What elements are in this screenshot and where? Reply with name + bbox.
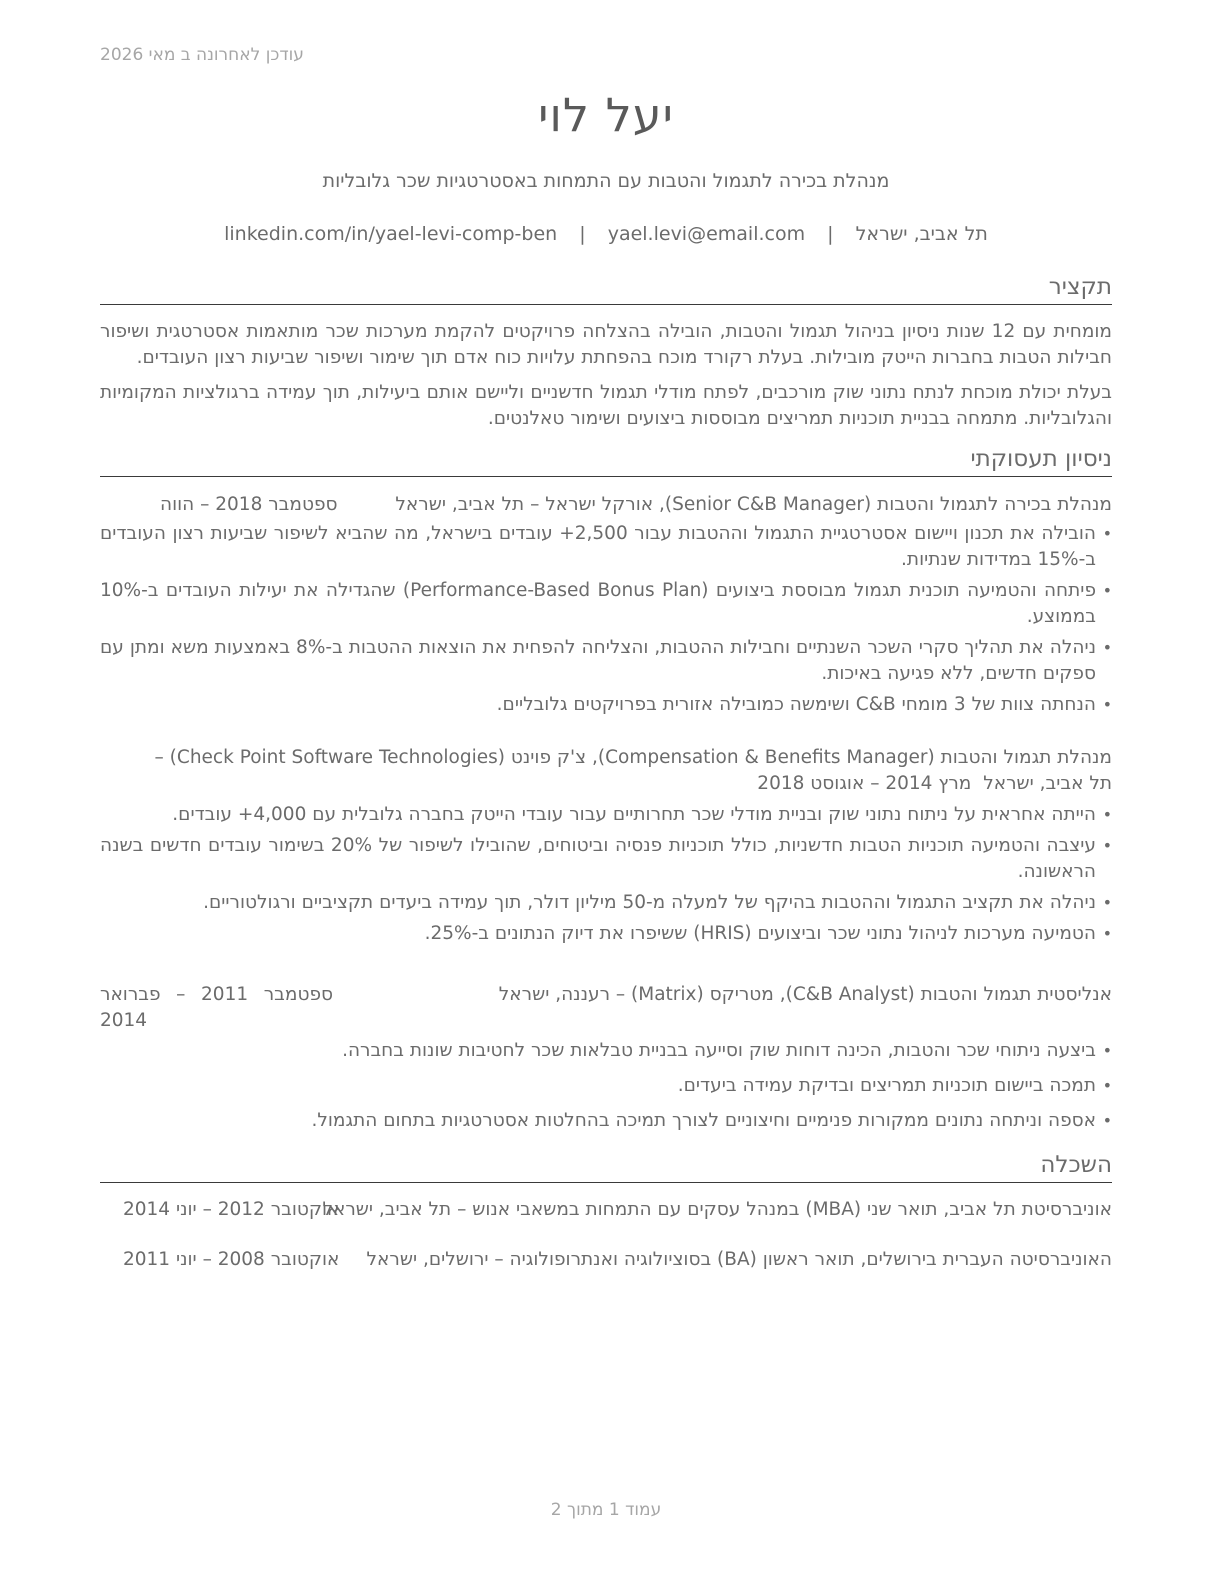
contact-location: תל אביב, ישראל [855, 223, 988, 245]
resume-page [100, 0, 1112, 1584]
job-bullets [100, 1038, 1112, 1134]
list-item: • הנחתה צוות של 3 מומחי C&B ושימשה כמובילה אזורית בפרויקטים גלובליים. [496, 694, 1112, 715]
contact-line [100, 223, 1112, 245]
section-title-education: השכלה [100, 1152, 1112, 1183]
candidate-headline: מנהלת בכירה לתגמול והטבות עם התמחות באסטרטגיות שכר גלובליות [322, 170, 890, 192]
job-date: ספטמבר 2011 – פברואר 2014 [100, 984, 333, 1031]
contact-separator: | [827, 223, 834, 245]
list-item: • הובילה את תכנון ויישום אסטרטגיית התגמול וההטבות עבור 2,500+ עובדים בישראל, מה שהביא לשיפור שביעות רצון העובדים ב-15% במדידות שנתיות. [100, 523, 1112, 570]
job-bullets [100, 802, 1112, 947]
education-date: אוקטובר 2012 – יוני 2014 [123, 1199, 340, 1220]
list-item: • פיתחה והטמיעה תוכנית תגמול מבוססת ביצועים (Performance-Based Bonus Plan) שהגדילה את יעילות העובדים ב-10% בממוצע. [100, 580, 1112, 627]
list-item: • אספה וניתחה נתונים ממקורות פנימיים וחיצוניים לצורך תמיכה בהחלטות אסטרטגיות בתחום התגמול. [311, 1110, 1112, 1131]
page-footer: עמוד 1 מתוך 2 [550, 1500, 662, 1520]
job-header [100, 982, 1112, 1034]
education-date: אוקטובר 2008 – יוני 2011 [123, 1249, 340, 1270]
list-item: • ביצעה ניתוחי שכר והטבות, הכינה דוחות שוק וסייעה בבניית טבלאות שכר לחטיבות שונות בחברה. [342, 1040, 1112, 1061]
summary-paragraph: מומחית עם 12 שנות ניסיון בניהול תגמול והטבות, הובילה בהצלחה פרויקטים להקמת מערכות שכר מותאמות אסטרטגית ושיפור חבילות הטבות בחברות הייטק מובילות. בעלת רקורד מוכח בהפחתת עלויות כוח אדם תוך שימור ושיפור שביעות רצון העובדים. [100, 321, 1112, 368]
education-title: אוניברסיטת תל אביב, תואר שני (MBA) במנהל עסקים עם התמחות במשאבי אנוש – תל אביב, ישראל [322, 1199, 1112, 1220]
list-item: • ניהלה את תהליך סקרי השכר השנתיים וחבילות ההטבות, והצליחה להפחית את הוצאות ההטבות ב-8% באמצעות משא ומתן עם ספקים חדשים, ללא פגיעה באיכות. [100, 637, 1112, 684]
list-item: • עיצבה והטמיעה תוכניות הטבות חדשניות, כולל תוכניות פנסיה וביטוחים, שהובילו לשיפור של 20% בשימור עובדים חדשים בשנה הראשונה. [100, 835, 1112, 882]
education-title: האוניברסיטה העברית בירושלים, תואר ראשון (BA) בסוציולוגיה ואנתרופולוגיה – ירושלים, ישראל [366, 1249, 1112, 1270]
education-item [100, 1197, 1112, 1223]
job-bullets [100, 521, 1112, 718]
list-item: • הטמיעה מערכות לניהול נתוני שכר וביצועים (HRIS) ששיפרו את דיוק הנתונים ב-25%. [424, 923, 1112, 944]
list-item: • הייתה אחראית על ניתוח נתוני שוק ובניית מודלי שכר תחרותיים עבור עובדי הייטק בחברה גלובלית עם 4,000+ עובדים. [172, 804, 1112, 825]
job-title: מנהלת בכירה לתגמול והטבות (Senior C&B Manager), אורקל ישראל – תל אביב, ישראל [395, 494, 1112, 515]
contact-linkedin[interactable]: linkedin.com/in/yael-levi-comp-ben [224, 223, 558, 245]
contact-separator: | [579, 223, 586, 245]
education-item [100, 1247, 1112, 1273]
summary-paragraph: בעלת יכולת מוכחת לנתח נתוני שוק מורכבים, לפתח מודלי תגמול חדשניים וליישם אותם ביעילות, תוך עמידה ברגולציות המקומיות והגלובליות. מתמחה בבניית תוכניות תמריצים מבוססות ביצועים ושימור טאלנטים. [100, 382, 1112, 429]
job-title: אנליסטית תגמול והטבות (C&B Analyst), מטריקס (Matrix) – רעננה, ישראל [498, 984, 1112, 1005]
job-header [100, 492, 1112, 518]
section-title-experience: ניסיון תעסוקתי [100, 446, 1112, 477]
candidate-name: יעל לוי [538, 88, 674, 142]
list-item: • ניהלה את תקציב התגמול וההטבות בהיקף של למעלה מ-50 מיליון דולר, תוך עמידה ביעדים תקציביים ורגולטוריים. [203, 892, 1112, 913]
contact-email[interactable]: yael.levi@email.com [607, 223, 806, 245]
list-item: • תמכה ביישום תוכניות תמריצים ובדיקת עמידה ביעדים. [677, 1075, 1112, 1096]
job-title: מנהלת תגמול והטבות (Compensation & Benefits Manager), צ'ק פוינט (Check Point Software Technologies) – תל אביב, ישראל [154, 747, 1112, 794]
job-date: ספטמבר 2018 – הווה [160, 494, 338, 515]
job-header [100, 745, 1112, 797]
job-date: מרץ 2014 – אוגוסט 2018 [757, 773, 972, 794]
section-title-summary: תקציר [100, 274, 1112, 305]
last-updated: עודכן לאחרונה ב מאי 2026 [100, 45, 304, 65]
